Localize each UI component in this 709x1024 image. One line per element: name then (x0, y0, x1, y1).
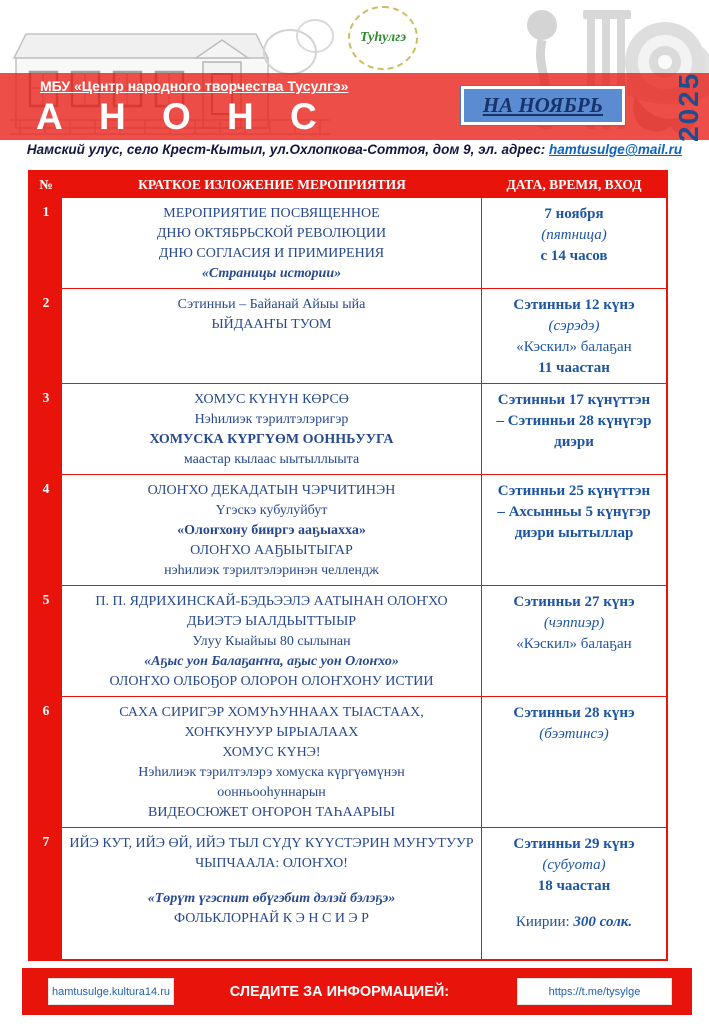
event-cell (62, 475, 482, 585)
text-line: Киирии: 300 солк. (515, 914, 633, 930)
text-line: с 14 часов (540, 248, 608, 264)
text-line: Сэтинньи 17 күнүттэн (497, 392, 651, 408)
text-line: ХОМУСКА КҮРГҮӨМ ООННЬУУГА (149, 432, 394, 447)
text-line: ОЛОҤХО ААҔЫЫТЫГАР (190, 543, 353, 558)
row-number: 4 (30, 474, 62, 586)
date-cell (482, 697, 666, 827)
text-line: ХОМУС КҮНЭ! (222, 745, 321, 760)
email-link[interactable]: hamtusulge@mail.ru (548, 142, 683, 157)
table-row (30, 383, 666, 474)
text-line: ЫЙДААҤЫ ТУОМ (211, 317, 332, 332)
table-row (30, 474, 666, 585)
text-line: оонньооһуннарын (217, 785, 326, 800)
text-line: 7 ноября (544, 206, 604, 222)
text-line: ОЛОҤХО ОЛБОҔОР ОЛОРОН ОЛОҤХОНУ ИСТИИ (109, 674, 434, 689)
text-line: Сэтинньи 29 күнэ (513, 836, 635, 852)
text-line: (пятница) (541, 227, 607, 243)
text-line (66, 874, 477, 889)
text-line: «Страницы истории» (201, 266, 342, 281)
text-line: 18 чаастан (537, 878, 611, 894)
text-line: диэри (554, 434, 594, 450)
text-line: нэһилиэк тэрилтэлэринэн челлендж (164, 563, 379, 578)
text-line: Сэтинньи – Байанай Айыы ыйа (177, 297, 366, 312)
text-line: – Сэтинньи 28 күнүгэр (496, 413, 652, 429)
event-cell (62, 828, 482, 959)
event-cell (62, 198, 482, 288)
text-line: «Төрүт үгэспит өбүгэбит дэлэй бэлэҕэ» (147, 891, 396, 906)
text-line: (сэрэдэ) (548, 318, 600, 334)
text-line: ИЙЭ КУТ, ИЙЭ ӨЙ, ИЙЭ ТЫЛ СҮДҮ КҮҮСТЭРИН МУҤУТУУР (69, 836, 474, 851)
logo-text: Туһулгэ (359, 30, 407, 45)
text-line-suffix: 300 солк. (573, 914, 633, 930)
table-rows (30, 198, 666, 959)
month-badge (461, 86, 625, 125)
text-line: (чэппиэр) (543, 615, 605, 631)
text-line: Сэтинньи 25 күнүттэн (497, 483, 651, 499)
text-line: 11 чаастан (538, 360, 610, 376)
text-line: Улуу Кыайыы 80 сылынан (192, 634, 351, 649)
table-row (30, 198, 666, 288)
text-line: ЧЫПЧААЛА: ОЛОҤХО! (195, 856, 348, 871)
row-number: 6 (30, 696, 62, 828)
text-line: Нэһилиэк тэрилтэлэригэр (194, 412, 349, 427)
footer-bar (22, 968, 692, 1015)
event-cell (62, 289, 482, 383)
table-row (30, 585, 666, 696)
text-line: П. П. ЯДРИХИНСКАЙ-БЭДЬЭЭЛЭ ААТЫНАН ОЛОҤХО (95, 594, 448, 609)
text-line: маастар кылаас ыытыллыыта (183, 452, 360, 467)
text-line: ДНЮ СОГЛАСИЯ И ПРИМИРЕНИЯ (158, 246, 385, 261)
row-number: 5 (30, 585, 62, 697)
text-line: Сэтинньи 28 күнэ (513, 705, 635, 721)
text-line: ВИДЕОСЮЖЕТ ОҤОРОН ТАҺААРЫЫ (147, 805, 396, 820)
text-line: Сэтинньи 27 күнэ (513, 594, 635, 610)
text-line: «Кэскил» балаҕан (516, 636, 632, 652)
event-cell (62, 384, 482, 474)
date-cell (482, 828, 666, 959)
text-line: «Аҕыс уон Балаҕаҥҥа, аҕыс уон Олоҥхо» (144, 654, 399, 669)
address-line (0, 142, 709, 157)
table-row (30, 696, 666, 827)
text-line: ДЬИЭТЭ ЫАЛДЬЫТТЫЫР (186, 614, 357, 629)
org-title: МБУ «Центр народного творчества Тусулгэ» (40, 78, 349, 94)
text-line: Үгэскэ кубулуйбут (215, 503, 328, 518)
table-row (30, 827, 666, 959)
title-band (0, 73, 709, 140)
date-cell (482, 384, 666, 474)
text-line: ХОҤКУНУУР ЫРЫАЛААХ (184, 725, 359, 740)
row-number: 7 (30, 827, 62, 960)
text-line: Сэтинньи 12 күнэ (513, 297, 635, 313)
col-header-event: КРАТКОЕ ИЗЛОЖЕНИЕ МЕРОПРИЯТИЯ (138, 177, 406, 192)
events-table (28, 170, 668, 961)
text-line: ДНЮ ОКТЯБРЬСКОЙ РЕВОЛЮЦИИ (156, 226, 387, 241)
col-header-date: ДАТА, ВРЕМЯ, ВХОД (506, 177, 642, 192)
row-number: 3 (30, 383, 62, 475)
month-badge-label: НА НОЯБРЬ (482, 93, 603, 117)
table-header-row (30, 172, 666, 198)
text-line: САХА СИРИГЭР ХОМУҺУННААХ ТЫАСТААХ, (119, 705, 424, 720)
text-line: (бээтинсэ) (539, 726, 609, 742)
col-header-num: № (39, 177, 53, 192)
text-line: Нэһилиэк тэрилтэлэрэ хомуска күргүөмүнэн (138, 765, 405, 780)
site-link[interactable]: hamtusulge.kultura14.ru (48, 978, 174, 1005)
date-cell (482, 198, 666, 288)
text-line: диэри ыытыллар (514, 525, 634, 541)
text-line: «Кэскил» балаҕан (516, 339, 632, 355)
row-number: 2 (30, 288, 62, 384)
table-row (30, 288, 666, 383)
announce-title: А Н О Н С (36, 96, 330, 137)
address-text: Намский улус, село Крест-Кытыл, ул.Охлопкова-Соттоя, дом 9, эл. адрес: (26, 142, 549, 157)
date-cell (482, 289, 666, 383)
date-cell (482, 475, 666, 585)
text-line: МЕРОПРИЯТИЕ ПОСВЯЩЕННОЕ (163, 206, 380, 221)
tusulge-logo (348, 6, 418, 70)
text-line: ХОМУС КҮНҮН КӨРСӨ (194, 392, 349, 407)
telegram-link[interactable]: https://t.me/tysylge (517, 978, 672, 1005)
text-line: ФОЛЬКЛОРНАЙ К Э Н С И Э Р (174, 911, 369, 926)
event-cell (62, 586, 482, 696)
text-line: «Олоҥхону бииргэ ааҕыахха» (177, 523, 366, 538)
follow-label: СЛЕДИТЕ ЗА ИНФОРМАЦИЕЙ: (229, 983, 450, 1000)
text-line: ОЛОҤХО ДЕКАДАТЫН ЧЭРЧИТИНЭН (147, 483, 396, 498)
text-line (486, 897, 662, 912)
date-cell (482, 586, 666, 696)
event-cell (62, 697, 482, 827)
text-line: – Ахсынньы 5 күнүгэр (497, 504, 651, 520)
year-label: 2025 (673, 71, 704, 142)
text-line: (субуота) (542, 857, 606, 873)
row-number: 1 (30, 197, 62, 289)
